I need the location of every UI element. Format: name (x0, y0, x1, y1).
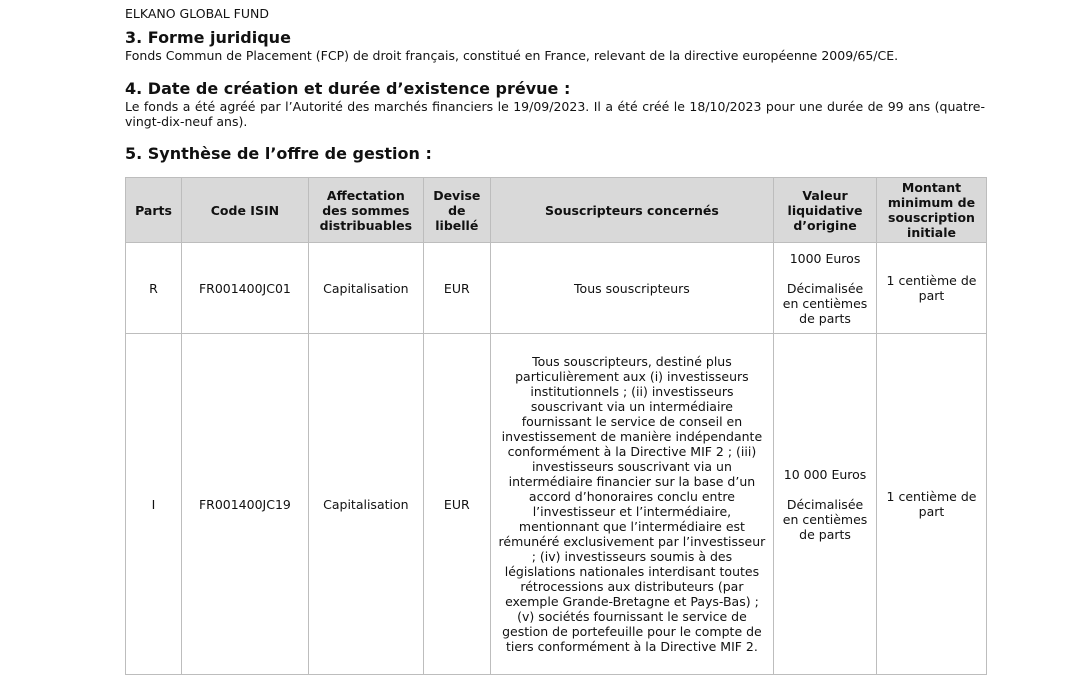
section-3-body: Fonds Commun de Placement (FCP) de droit français, constitué en France, relevant de la directive européenne 2009/65/CE. (125, 48, 899, 63)
header-devise: Devise de libellé (423, 178, 490, 243)
header-souscripteurs: Souscripteurs concernés (490, 178, 773, 243)
header-isin: Code ISIN (181, 178, 308, 243)
valeur-amount: 10 000 Euros (783, 466, 867, 482)
valeur-note: Décimalisée en centièmes de parts (782, 280, 868, 326)
offer-table (125, 177, 987, 675)
table-header-row (126, 178, 987, 243)
header-montant: Montant minimum de souscription initiale (877, 178, 987, 243)
cell-devise: EUR (423, 334, 490, 675)
cell-devise: EUR (423, 243, 490, 334)
section-4-title: 4. Date de création et durée d’existence prévue : (125, 79, 571, 98)
cell-valeur (774, 243, 877, 334)
valeur-amount: 1000 Euros (789, 250, 861, 266)
cell-isin: FR001400JC01 (181, 243, 308, 334)
section-3-title: 3. Forme juridique (125, 28, 291, 47)
table-row (126, 243, 987, 334)
header-valeur: Valeur liquidative d’origine (774, 178, 877, 243)
cell-affectation: Capitalisation (308, 334, 423, 675)
cell-souscripteurs: Tous souscripteurs (490, 243, 773, 334)
cell-valeur (774, 334, 877, 675)
cell-parts: R (126, 243, 182, 334)
cell-montant: 1 centième de part (877, 243, 987, 334)
cell-souscripteurs: Tous souscripteurs, destiné plus particulièrement aux (i) investisseurs institutionnels ; (ii) investisseurs souscrivant via un intermédiaire fournissant le service de conseil en investissement de manière indépendante conformément à la Directive MIF 2 ; (iii) investisseurs souscrivant via un intermédiaire financier sur la base d’un accord d’honoraires conclu entre l’investisseur et l’intermédiaire, mentionnant que l’intermédiaire est rémunéré exclusivement par l’investisseur ; (iv) investisseurs soumis à des législations nationales interdisant toutes rétrocessions aux distributeurs (par exemple Grande-Bretagne et Pays-Bas) ; (v) sociétés fournissant le service de gestion de portefeuille pour le compte de tiers conformément à la Directive MIF 2. (490, 334, 773, 675)
section-5-title: 5. Synthèse de l’offre de gestion : (125, 144, 432, 163)
cell-parts: I (126, 334, 182, 675)
cell-montant: 1 centième de part (877, 334, 987, 675)
header-parts: Parts (126, 178, 182, 243)
cell-affectation: Capitalisation (308, 243, 423, 334)
section-4-body: Le fonds a été agréé par l’Autorité des marchés financiers le 19/09/2023. Il a été créé le 18/10/2023 pour une durée de 99 ans (quatre-vingt-dix-neuf ans). (125, 99, 985, 129)
valeur-note: Décimalisée en centièmes de parts (782, 496, 868, 542)
header-affectation: Affectation des sommes distribuables (308, 178, 423, 243)
fund-name: ELKANO GLOBAL FUND (125, 6, 269, 21)
cell-isin: FR001400JC19 (181, 334, 308, 675)
table-row (126, 334, 987, 675)
